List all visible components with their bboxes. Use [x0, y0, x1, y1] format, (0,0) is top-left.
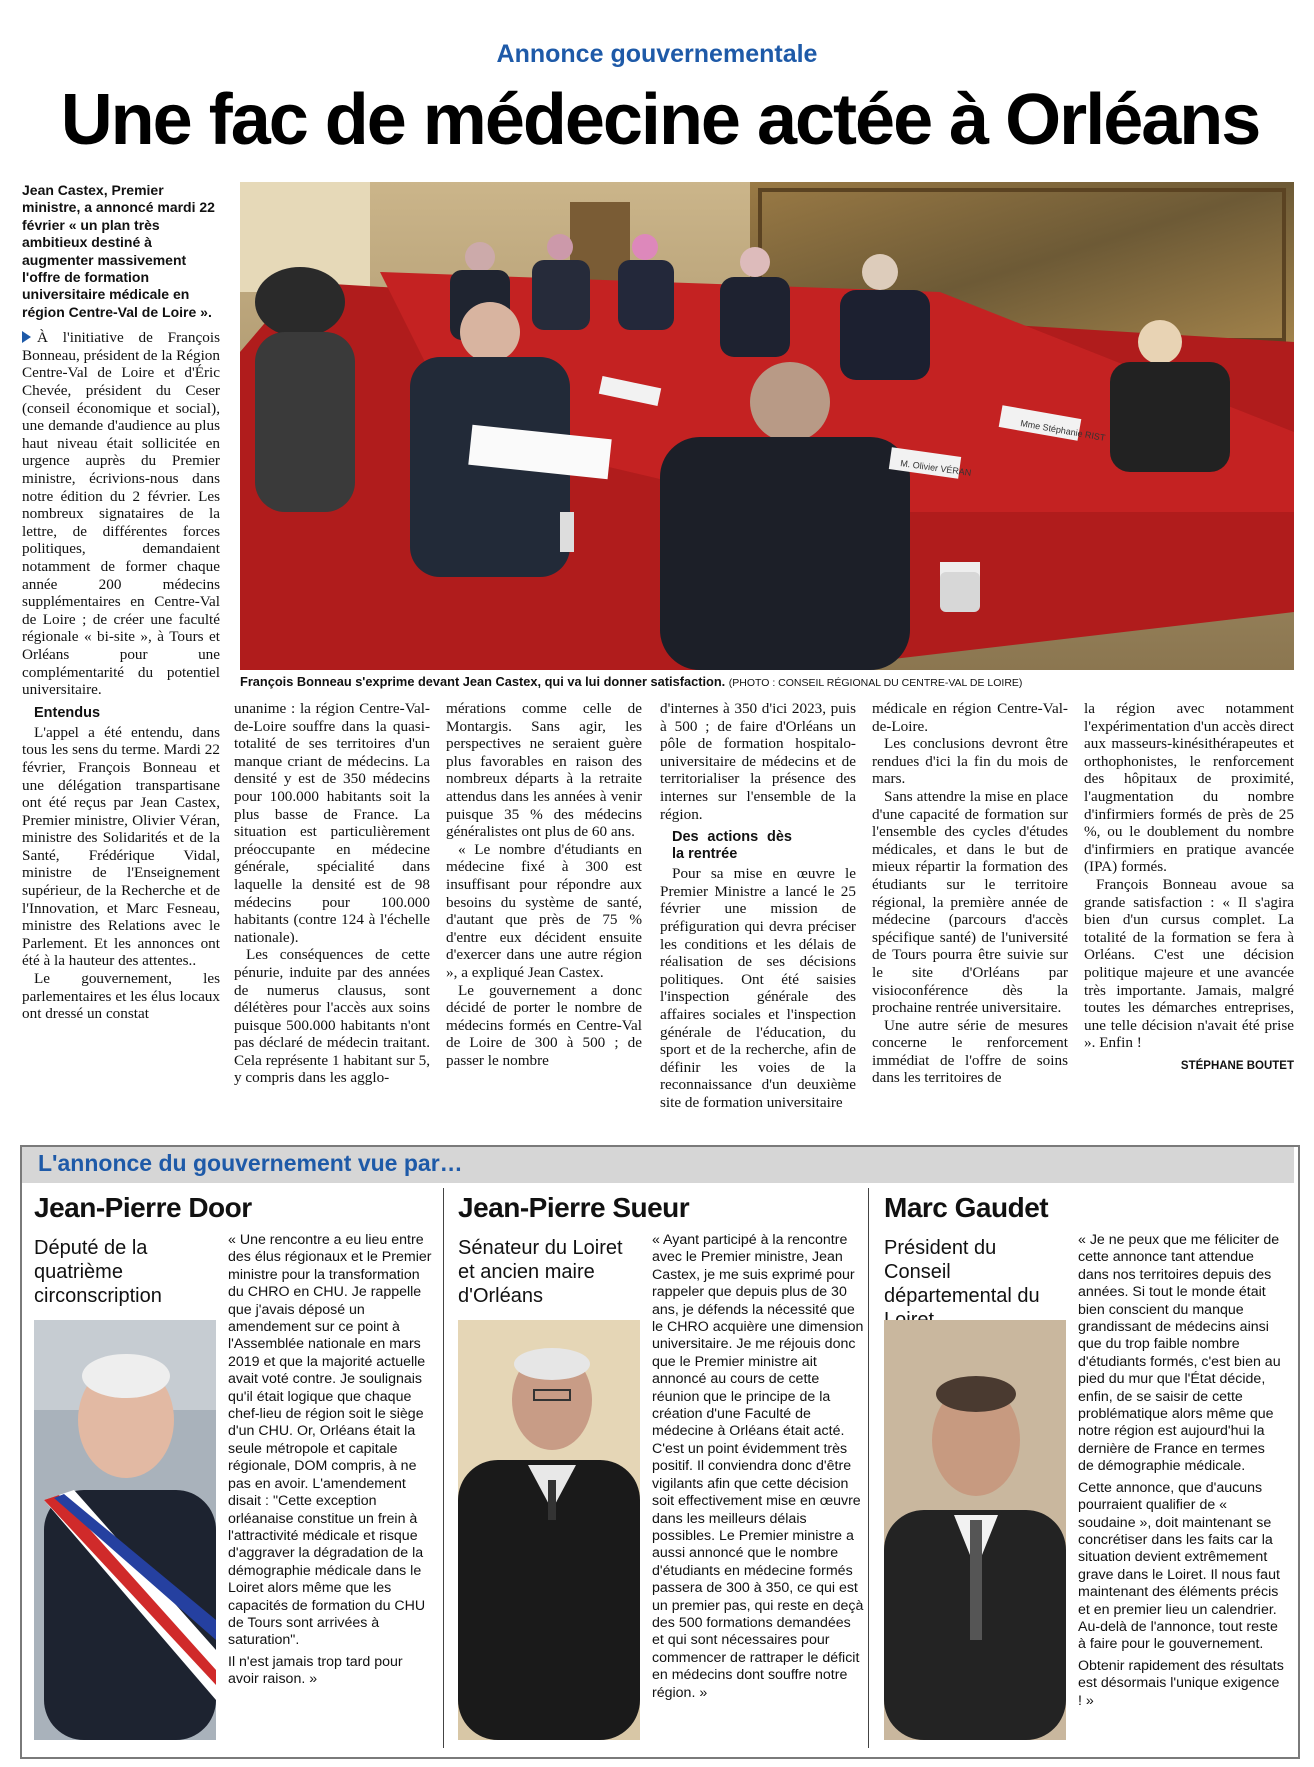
person-role: Président du Conseil départemental du — [884, 1237, 1040, 1307]
column-divider — [868, 1188, 869, 1748]
col5-paragraph-1: médicale en région Centre-Val-de-Loire. — [872, 700, 1068, 735]
col1-paragraph-3: Le gouvernement, les parlementaires et les élus locaux ont dressé un constat — [22, 970, 220, 1023]
col6-paragraph-1: la région avec notamment l'expérimentation d'un accès direct aux masseurs-kinésithérapeutes et orthophonistes, le renforcement des hôpitaux de proximité, l'augmentation du nombre d'infirmiers formés de près de 25 %, ou le doublement du nombre d'infirmiers en pratique avancée (IPA) formés. — [1084, 700, 1294, 876]
article-lead: Jean Castex, Premier ministre, a annoncé mardi 22 février « un plan très ambitieux destiné à augmenter massivement l'offre de formation universitaire médicale en région Centre-Val de Loire ». — [22, 182, 215, 320]
person-quote: « Ayant participé à la rencontre avec le Premier ministre, Jean Castex, je me suis exprimé pour rappeler que depuis plus de 30 ans, je défends la nécessité que le CHRO acquière une dimension universitaire. Je me réjouis donc que le Premier ministre ait annoncé au cours de cette réunion que le principe de la création d'une Faculté de médecine à Orléans était acté. C'est un point évidemment très positif. Il conviendra donc d'être vigilants afin que cette décision soit effectivement mise en œuvre dans les meilleurs délais possibles. Le Premier ministre a aussi annoncé que le nombre d'étudiants en médecine formés passera de 300 à 350, ce qui est un premier pas, qui reste en deçà des 500 formations demandées et qui sont nécessaires pour commencer de rattraper le déficit en médecins dont souffre notre région. » — [652, 1232, 864, 1701]
photo-credit: (PHOTO : CONSEIL RÉGIONAL DU CENTRE-VAL DE LOIRE) — [728, 677, 1023, 689]
col5-paragraph-2: Les conclusions devront être rendues d'ici la fin du mois de mars. — [872, 735, 1068, 788]
name-card-text: M. Olivier VÉRAN — [899, 458, 972, 478]
photo-caption: François Bonneau s'exprime devant Jean Castex, qui va lui donner satisfaction. (PHOTO : CONSEIL RÉGIONAL DU CENTRE-VAL DE LOIRE) — [240, 674, 1023, 689]
col3-paragraph-3: Le gouvernement a donc décidé de porter le nombre de médecins formés en Centre-Val de Loire de 300 à 500 ; de passer le nombre — [446, 981, 642, 1069]
portrait-illustration — [884, 1320, 1066, 1740]
person-quote: « Je ne peux que me féliciter de cette annonce tant attendue dans nos territoires depuis des années. Si tout le monde était bien conscient du manque grandissant de médecins ainsi que du trop faible nombre d'étudiants formés, c'est bien au pied du mur que l'État décide, enfin, de se saisir de cette problématique alors même que notre région est aujourd'hui la dernière de France en termes de démographie médicale. Cette annonce, que d'aucuns pourraient qualifier de « soudaine », doit maintenant se concrétiser dans les faits car la situation devient extrêmement grave dans le Loiret. Il nous faut maintenant des éléments précis et en premier lieu un calendrier. Au-delà de l'annonce, tout reste à faire pour le gouvernement. Obtenir rapidement des résultats est désormais l'unique exigence ! » — [1078, 1232, 1284, 1709]
portrait-photo — [34, 1320, 216, 1740]
article-column-3 — [446, 700, 642, 1069]
col1-paragraph-2: L'appel a été entendu, dans tous les sens du terme. Mardi 22 février, François Bonneau et une délégation transpartisane ont été reçus par Jean Castex, Premier ministre, Olivier Véran, ministre des Solidarités et de la Santé, Frédérique Vidal, ministre de l'Enseignement supérieur, de la Recherche et de l'Innovation, et Marc Fesneau, ministre des Relations avec le Parlement. Et les annonces ont été à la hauteur des attentes.. — [22, 723, 220, 970]
col6-paragraph-2: François Bonneau avoue sa grande satisfaction : « Il s'agira bien d'un cursus complet. La totalité de la formation se fera à Orléans. C'est une décision politique majeure et une avancée très importante. Jamais, malgré toutes les démarches entreprises, une telle décision n'avait été prise ». Enfin ! — [1084, 875, 1294, 1052]
col5-paragraph-4: Une autre série de mesures concerne le renforcement immédiat de l'offre de soins dans les territoires de — [872, 1016, 1068, 1087]
person-name: Marc Gaudet — [884, 1192, 1049, 1223]
col5-paragraph-3: Sans attendre la mise en place d'une capacité de formation sur l'ensemble des cycles d'études médicales, et dans le but de mieux répartir la formation des étudiants sur le territoire régional, la première année de médecine (parcours d'accès spécifique santé) de l'université de Tours pourra être suivie sur le site d'Orléans par visioconférence dès la prochaine rentrée universitaire. — [872, 787, 1068, 1017]
article-column-1 — [22, 182, 220, 1023]
portrait-illustration — [34, 1320, 216, 1740]
portrait-photo — [884, 1320, 1066, 1740]
meeting-photo — [240, 182, 1294, 670]
portrait-illustration — [458, 1320, 640, 1740]
triangle-marker-icon — [22, 331, 31, 343]
column-divider — [443, 1188, 444, 1748]
article-headline: Une fac de médecine actée à Orléans — [60, 80, 1260, 160]
subheading-actions: Des actions dès la rentrée — [672, 829, 792, 863]
col4-paragraph-1: d'internes à 350 d'ici 2023, puis à 500 ; de faire d'Orléans un pôle de formation hospitalo-universitaire de médecins et de territorialiser la présence des internes sur l'ensemble de la région. — [660, 700, 856, 823]
meeting-photo-illustration — [240, 182, 1294, 670]
col2-paragraph-2: Les conséquences de cette pénurie, induite par des années de numerus clausus, sont délétères pour l'accès aux soins puisque 500.000 habitants n'ont pas déclaré de médecin traitant. Cela représente 1 habitant sur 5, y compris dans les agglo- — [234, 946, 430, 1087]
person-name: Jean-Pierre Door — [34, 1192, 252, 1223]
subheading-entendus: Entendus — [34, 704, 101, 721]
person-name: Jean-Pierre Sueur — [458, 1192, 690, 1223]
person-role: Sénateur du Loiret et ancien maire d'Orléans — [458, 1237, 623, 1307]
col3-paragraph-1: mérations comme celle de Montargis. Sans agir, les perspectives ne seraient guère plus favorables en raison des nombreux départs à la retraite attendus dans les années à venir puisque 35 % des médecins généralistes ont plus de 60 ans. — [446, 700, 642, 841]
col1-paragraph-1: À l'initiative de François Bonneau, président de la Région Centre-Val de Loire et d'Éric Chevée, président du Ceser (conseil économique et social), une demande d'audience au plus haut niveau était sollicitée en urgence auprès du Premier ministre, écrivions-nous dans notre édition du 2 février. Les nombreux signataires de la lettre, de différentes forces politiques, demandaient notamment de former chaque année 200 médecins supplémentaires en Centre-Val de Loire ; de créer une faculté régionale « bi-site », à Tours et Orléans pour une complémentarité du potentiel universitaire. — [22, 329, 220, 699]
article-kicker: Annonce gouvernementale — [496, 40, 818, 68]
name-card-text: Mme Stéphanie RIST — [1019, 418, 1107, 443]
person-role: Député de la quatrième circonscription — [34, 1237, 162, 1307]
article-column-4 — [660, 700, 856, 1111]
col3-paragraph-2: « Le nombre d'étudiants en médecine fixé à 300 est insuffisant pour répondre aux besoins du système de santé, d'autant que près de 75 % d'entre eux décident ensuite d'exercer dans une autre région », a expliqué Jean Castex. — [446, 840, 642, 981]
portrait-photo — [458, 1320, 640, 1740]
article-column-6 — [1084, 700, 1294, 1075]
reactions-box-title: L'annonce du gouvernement vue par… — [38, 1150, 463, 1176]
col2-paragraph-1: unanime : la région Centre-Val-de-Loire souffre dans la quasi-totalité de ses territoires d'un manque criant de médecins. La densité y est de 350 médecins pour 100.000 habitants soit la plus basse de France. La situation est particulièrement préoccupante en médecine générale, spécialité dans laquelle la densité est de 98 médecins pour 100.000 habitants (contre 124 à l'échelle nationale). — [234, 700, 430, 946]
article-author: STÉPHANE BOUTET — [1180, 1059, 1294, 1072]
person-quote: « Une rencontre a eu lieu entre des élus régionaux et le Premier ministre pour la transformation du CHRO en CHU. Je rappelle que j'avais déposé un amendement sur ce point à l'Assemblée nationale en mars 2019 et que la majorité actuelle avait voté contre. Je soulignais qu'il était logique que chaque chef-lieu de région soit le siège d'un CHU. Or, Orléans était la seule métropole et capitale régionale, DOM compris, à ne pas en avoir. L'amendement disait : "Cette exception orléanaise constitue un frein à l'attractivité médicale et risque d'aggraver la dégradation de la démographie médicale dans le Loiret alors même que les capacités de formation du CHU de Tours sont arrivées à saturation". Il n'est jamais trop tard pour avoir raison. » — [228, 1232, 432, 1688]
article-column-5 — [872, 700, 1068, 1087]
col4-paragraph-2: Pour sa mise en œuvre le Premier Ministre a lancé le 25 février une mission de préfiguration qui devra préciser les conditions et les délais de réalisation de ses décisions politiques. Ont été saisies l'inspection générale des affaires sociales et l'inspection générale de l'éducation, du sport et de la recherche, afin de définir les voies de la reconnaissance d'un deuxième site de formation universitaire — [660, 865, 856, 1111]
article-column-2 — [234, 700, 430, 1087]
